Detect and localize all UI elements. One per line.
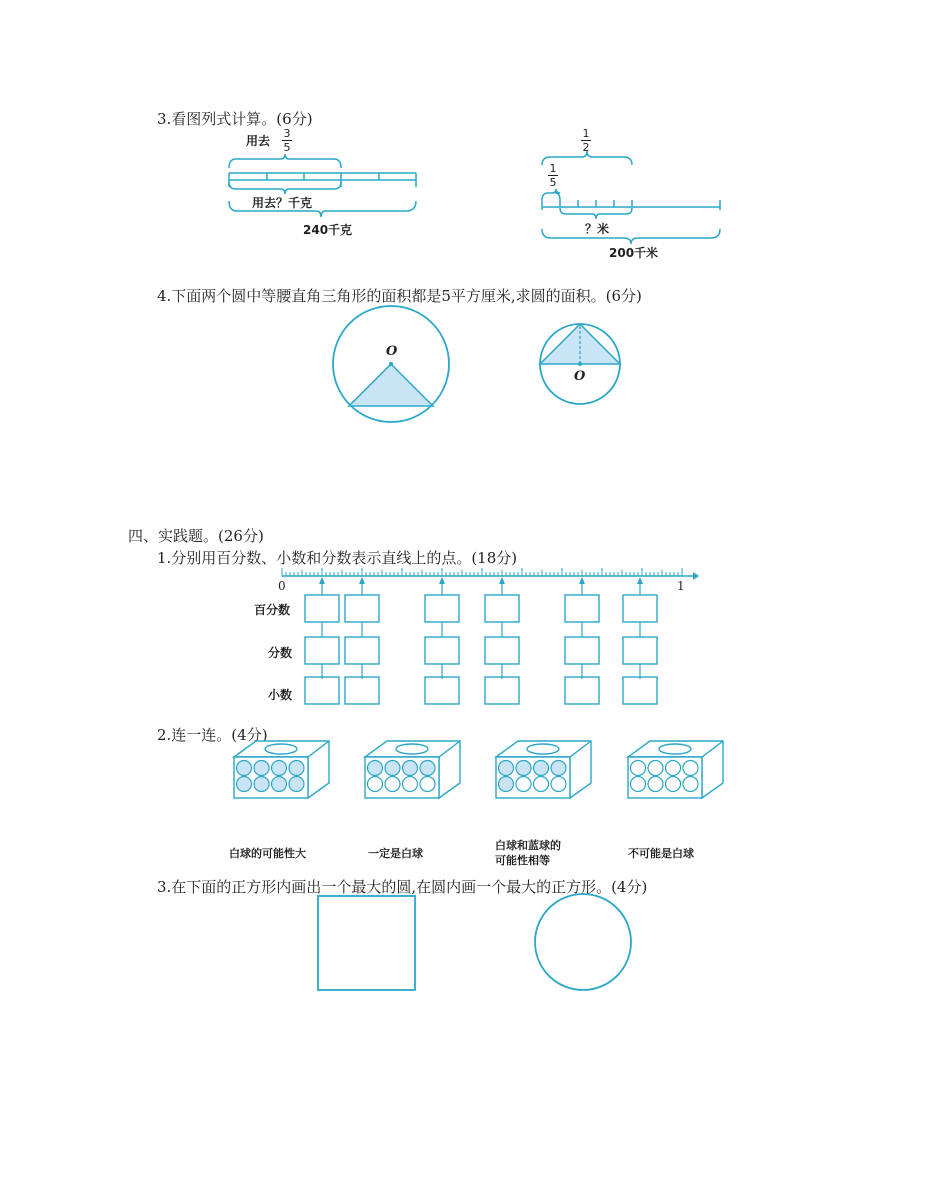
answer-column: [565, 577, 599, 704]
match-label-2: 一定是白球: [368, 847, 423, 860]
brace: [229, 154, 341, 168]
white-ball: [683, 777, 698, 792]
circle: [535, 894, 631, 990]
answer-box[interactable]: [305, 637, 339, 664]
blue-ball: [368, 761, 383, 776]
blue-ball: [237, 777, 252, 792]
q3-left-total: 240千克: [303, 223, 353, 237]
answer-box[interactable]: [623, 677, 657, 704]
q4-circles: [320, 305, 640, 435]
center-label-o: O: [386, 344, 398, 359]
white-ball: [683, 761, 698, 776]
q3-left-used-prefix: 用去: [246, 134, 271, 148]
answer-column: [485, 577, 519, 704]
blue-ball: [237, 761, 252, 776]
fraction-numerator: 1: [582, 127, 590, 140]
blue-ball: [403, 761, 418, 776]
blue-ball: [272, 761, 287, 776]
p1-title: 1.分别用百分数、小数和分数表示直线上的点。(18分): [157, 549, 518, 567]
blue-ball: [420, 761, 435, 776]
answer-box[interactable]: [485, 677, 519, 704]
blue-ball: [385, 761, 400, 776]
section4-title: 四、实践题。(26分): [128, 527, 264, 545]
answer-column: [305, 577, 339, 704]
axis-end-label: 1: [677, 579, 685, 593]
fraction-denominator: 2: [582, 141, 590, 154]
answer-box[interactable]: [565, 677, 599, 704]
ball-box: [628, 741, 723, 798]
q3-diagrams: [0, 0, 950, 300]
fraction-denominator: 5: [549, 176, 557, 189]
answer-box[interactable]: [623, 637, 657, 664]
blue-ball: [516, 761, 531, 776]
answer-box[interactable]: [485, 637, 519, 664]
answer-box[interactable]: [345, 595, 379, 622]
blue-ball: [272, 777, 287, 792]
answer-box[interactable]: [305, 677, 339, 704]
answer-box[interactable]: [565, 637, 599, 664]
white-ball: [666, 761, 681, 776]
white-ball: [534, 777, 549, 792]
white-ball: [631, 761, 646, 776]
blue-ball: [499, 761, 514, 776]
q3-right-unknown: ？米: [585, 222, 610, 236]
ball-box: [496, 741, 591, 798]
fraction-numerator: 3: [283, 127, 291, 140]
white-ball: [648, 761, 663, 776]
answer-column: [345, 577, 379, 704]
q3-right-total: 200千米: [609, 246, 659, 260]
q3-right-fifth: [548, 163, 558, 188]
white-ball: [516, 777, 531, 792]
p3-shapes: [300, 890, 660, 1000]
blue-ball: [499, 777, 514, 792]
white-ball: [420, 777, 435, 792]
ball-boxes: [0, 735, 950, 805]
answer-box[interactable]: [565, 595, 599, 622]
axis-start-label: 0: [278, 579, 286, 593]
blue-ball: [289, 761, 304, 776]
row-label-decimal: 小数: [268, 688, 293, 702]
white-ball: [648, 777, 663, 792]
q3-title: 3.看图列式计算。(6分): [157, 110, 313, 128]
brace: [542, 229, 720, 244]
triangle-1: [349, 364, 433, 406]
answer-box[interactable]: [485, 595, 519, 622]
brace: [542, 189, 560, 200]
answer-box[interactable]: [623, 595, 657, 622]
row-label-fraction: 分数: [268, 646, 293, 660]
fraction-numerator: 1: [549, 162, 557, 175]
match-label-1: 白球的可能性大: [229, 847, 306, 860]
blue-ball: [551, 761, 566, 776]
white-ball: [666, 777, 681, 792]
answer-box[interactable]: [425, 677, 459, 704]
square: [318, 896, 415, 990]
number-line-exercise: [0, 560, 950, 710]
white-ball: [631, 777, 646, 792]
q3-right-half: [581, 128, 591, 153]
brace: [560, 208, 632, 219]
answer-box[interactable]: [345, 637, 379, 664]
row-label-percent: 百分数: [254, 603, 291, 617]
white-ball: [368, 777, 383, 792]
blue-ball: [534, 761, 549, 776]
blue-ball: [289, 777, 304, 792]
match-label-3b: 可能性相等: [495, 854, 550, 867]
answer-column: [623, 577, 657, 704]
q3-left-used-unknown: 用去？千克: [252, 196, 313, 210]
fraction-denominator: 5: [283, 141, 291, 154]
match-label-4: 不可能是白球: [628, 847, 694, 860]
answer-box[interactable]: [425, 595, 459, 622]
q4-title: 4.下面两个圆中等腰直角三角形的面积都是5平方厘米,求圆的面积。(6分): [157, 287, 642, 305]
brace: [229, 201, 416, 217]
white-ball: [385, 777, 400, 792]
p3-title: 3.在下面的正方形内画出一个最大的圆,在圆内画一个最大的正方形。(4分): [157, 878, 648, 896]
answer-box[interactable]: [305, 595, 339, 622]
ball-box: [365, 741, 460, 798]
brace: [229, 182, 341, 194]
blue-ball: [254, 761, 269, 776]
answer-box[interactable]: [425, 637, 459, 664]
ball-box: [234, 741, 329, 798]
center-label-o: O: [574, 369, 586, 384]
white-ball: [403, 777, 418, 792]
answer-column: [425, 577, 459, 704]
answer-box[interactable]: [345, 677, 379, 704]
match-label-3a: 白球和蓝球的: [495, 839, 561, 852]
blue-ball: [254, 777, 269, 792]
white-ball: [551, 777, 566, 792]
p2-title: 2.连一连。(4分): [157, 726, 268, 744]
